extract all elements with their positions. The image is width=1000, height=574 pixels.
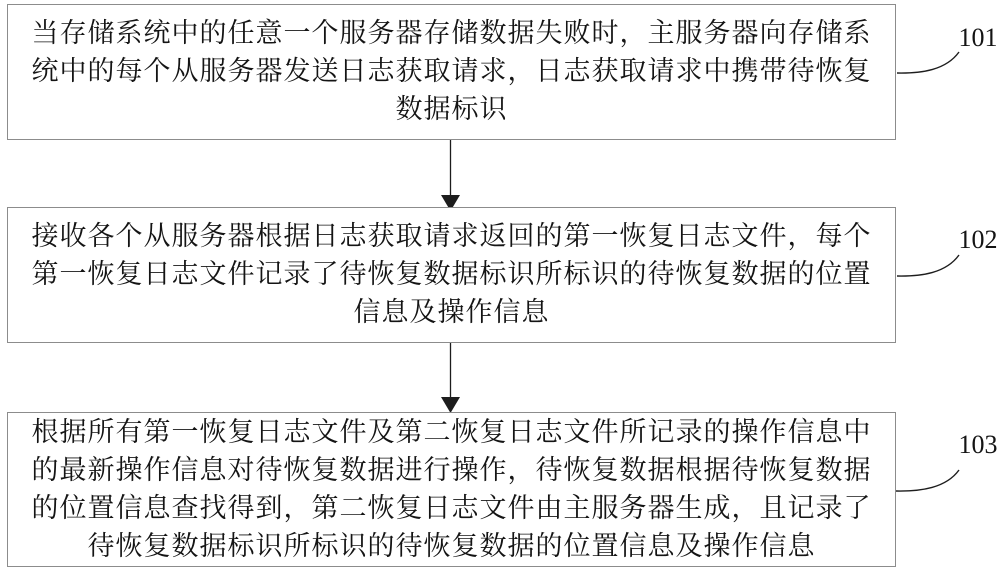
step-ref-label-102: 102 — [958, 225, 998, 254]
leader-line-101 — [897, 52, 959, 73]
leader-line-103 — [896, 470, 959, 491]
arrow-step2-to-step3 — [441, 343, 460, 413]
step-box-103 — [7, 412, 896, 567]
step-text-102: 接收各个从服务器根据日志获取请求返回的第一恢复日志文件，每个 第一恢复日志文件记录了待恢复数据标识所标识的待恢复数据的位置 信息及操作信息 — [31, 221, 872, 328]
step-box-101 — [7, 4, 896, 140]
arrow-head — [441, 397, 460, 413]
step-ref-label-101: 101 — [958, 23, 998, 52]
step-box-102 — [7, 207, 896, 343]
step-ref-label-103: 103 — [958, 430, 998, 459]
step-text-101: 当存储系统中的任意一个服务器存储数据失败时，主服务器向存储系 统中的每个从服务器发送日志获取请求，日志获取请求中携带待恢复 数据标识 — [31, 18, 872, 125]
leader-line-102 — [897, 255, 959, 276]
step-text-103: 根据所有第一恢复日志文件及第二恢复日志文件所记录的操作信息中 的最新操作信息对待恢复数据进行操作，待恢复数据根据待恢复数据 的位置信息查找得到，第二恢复日志文件由主服务器生成，且记录了 待恢复数据标识所标识的待恢复数据的位置信息及操作信息 — [31, 416, 872, 562]
